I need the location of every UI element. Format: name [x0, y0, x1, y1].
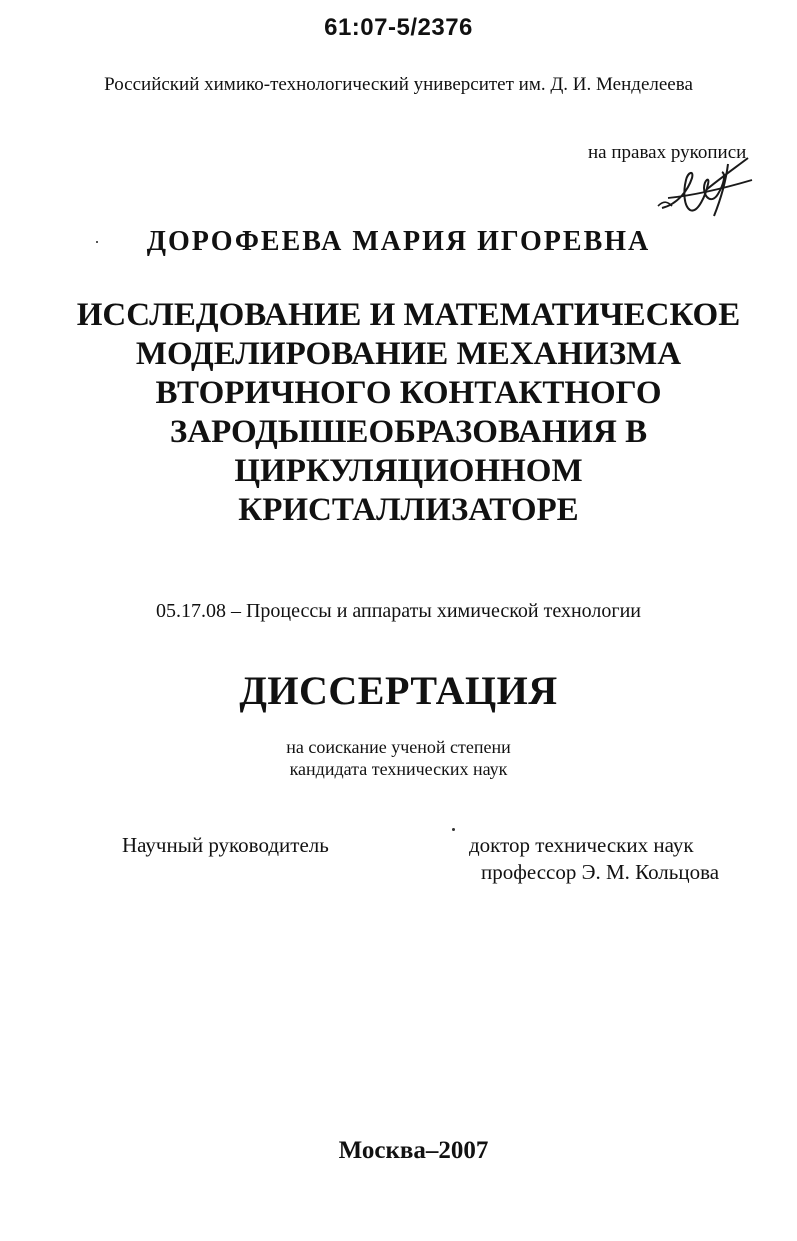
scan-speck [452, 828, 455, 831]
title-line: КРИСТАЛЛИЗАТОРЕ [238, 492, 579, 528]
advisor-name: профессор Э. М. Кольцова [481, 860, 720, 884]
title-line: ЦИРКУЛЯЦИОННОМ [234, 453, 583, 489]
title-line: ИССЛЕДОВАНИЕ И МАТЕМАТИЧЕСКОЕ [76, 297, 741, 333]
document-type: ДИССЕРТАЦИЯ [239, 668, 558, 713]
title-line: ВТОРИЧНОГО КОНТАКТНОГО [155, 375, 662, 411]
degree-line: кандидата технических наук [289, 759, 508, 779]
title-line: ЗАРОДЫШЕОБРАЗОВАНИЯ В [169, 414, 648, 450]
university-name: Российский химико-технологический университет им. Д. И. Менделеева [104, 74, 693, 95]
manuscript-rights-note: на правах рукописи [588, 142, 747, 163]
degree-line: на соискание ученой степени [286, 737, 511, 757]
specialty-code: 05.17.08 – Процессы и аппараты химической технологии [155, 600, 641, 622]
advisor-label: Научный руководитель [122, 833, 329, 857]
archive-code-stamp: 61:07-5/2376 [324, 14, 473, 41]
advisor-degree: доктор технических наук [469, 833, 694, 857]
title-line: МОДЕЛИРОВАНИЕ МЕХАНИЗМА [135, 336, 682, 372]
author-name: ДОРОФЕЕВА МАРИЯ ИГОРЕВНА [146, 226, 651, 257]
dissertation-title [60, 296, 757, 530]
handwritten-signature [648, 150, 756, 222]
city-year: Москва–2007 [338, 1137, 489, 1164]
degree-statement [0, 736, 797, 780]
